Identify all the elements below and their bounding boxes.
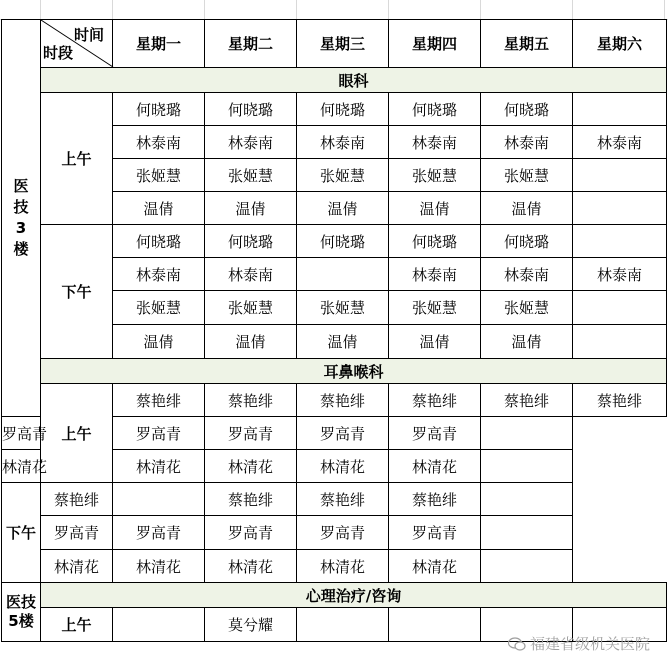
schedule-cell-ent-pm-sat	[481, 483, 573, 516]
schedule-cell-eye-pm-wed: 温倩	[297, 325, 389, 359]
schedule-cell-ent-pm-fri: 林清花	[389, 550, 481, 583]
schedule-cell-ent-am-fri: 林清花	[389, 450, 481, 483]
schedule-cell-ent-pm-mon: 林清花	[41, 550, 113, 583]
day-header-thu: 星期四	[389, 20, 481, 68]
dept-psych-header: 心理治疗/咨询	[41, 583, 667, 608]
schedule-cell-ent-am-fri: 罗高青	[389, 417, 481, 450]
schedule-cell-ent-pm-mon: 罗高青	[41, 516, 113, 550]
schedule-cell-psych-am-tue: 莫兮耀	[205, 608, 297, 642]
schedule-cell-eye-am-mon: 温倩	[113, 192, 205, 225]
schedule-cell-eye-am-sat	[573, 159, 667, 192]
day-header-fri: 星期五	[481, 20, 573, 68]
period-ent-pm: 下午	[2, 483, 41, 583]
schedule-cell-ent-am-fri: 蔡艳绯	[481, 384, 573, 417]
schedule-cell-ent-am-thu: 蔡艳绯	[389, 384, 481, 417]
schedule-cell-eye-pm-tue: 温倩	[205, 325, 297, 359]
schedule-cell-eye-am-fri: 林泰南	[481, 126, 573, 159]
schedule-cell-eye-am-wed: 林泰南	[297, 126, 389, 159]
schedule-cell-eye-pm-fri: 林泰南	[481, 258, 573, 291]
period-eye-am: 上午	[41, 93, 113, 225]
schedule-cell-psych-am-wed	[297, 608, 389, 642]
watermark	[508, 633, 650, 654]
schedule-cell-ent-pm-sat	[481, 550, 573, 583]
schedule-cell-eye-pm-mon: 林泰南	[113, 258, 205, 291]
schedule-cell-eye-am-sat	[573, 192, 667, 225]
schedule-cell-eye-am-sat	[573, 93, 667, 126]
period-ent-am: 上午	[41, 384, 113, 483]
header-corner-cell	[41, 20, 113, 68]
schedule-cell-ent-pm-thu: 罗高青	[297, 516, 389, 550]
watermark-text: 福建省级机关医院	[529, 635, 650, 653]
schedule-cell-ent-pm-thu: 林清花	[297, 550, 389, 583]
schedule-cell-eye-pm-sat	[573, 325, 667, 359]
day-header-wed: 星期三	[297, 20, 389, 68]
spreadsheet-grid-strip	[0, 0, 668, 20]
schedule-cell-ent-am-wed: 罗高青	[205, 417, 297, 450]
schedule-cell-eye-pm-sat: 林泰南	[573, 258, 667, 291]
schedule-cell-eye-pm-fri: 温倩	[481, 325, 573, 359]
location-building5: 医技5楼	[2, 583, 41, 642]
dept-ent-header: 耳鼻喉科	[41, 359, 667, 384]
schedule-cell-eye-am-fri: 温倩	[481, 192, 573, 225]
schedule-cell-eye-pm-fri: 张姬慧	[481, 291, 573, 325]
schedule-cell-ent-am-sat: 蔡艳绯	[573, 384, 667, 417]
corner-period-label: 时段	[43, 44, 74, 62]
day-header-tue: 星期二	[205, 20, 297, 68]
schedule-cell-eye-am-thu: 张姬慧	[389, 159, 481, 192]
schedule-cell-eye-pm-mon: 何晓璐	[113, 225, 205, 258]
schedule-cell-ent-am-mon: 罗高青	[2, 417, 41, 450]
period-psych-am: 上午	[41, 608, 113, 642]
schedule-cell-eye-pm-thu: 何晓璐	[389, 225, 481, 258]
schedule-cell-ent-am-sat	[481, 450, 573, 483]
schedule-cell-eye-pm-mon: 温倩	[113, 325, 205, 359]
schedule-cell-eye-pm-thu: 张姬慧	[389, 291, 481, 325]
day-header-sat: 星期六	[573, 20, 667, 68]
schedule-cell-eye-pm-wed	[297, 258, 389, 291]
schedule-cell-eye-am-mon: 何晓璐	[113, 93, 205, 126]
schedule-cell-eye-am-thu: 何晓璐	[389, 93, 481, 126]
day-header-mon: 星期一	[113, 20, 205, 68]
schedule-cell-eye-pm-tue: 何晓璐	[205, 225, 297, 258]
schedule-cell-eye-pm-wed: 张姬慧	[297, 291, 389, 325]
schedule-cell-eye-am-fri: 何晓璐	[481, 93, 573, 126]
schedule-cell-eye-am-fri: 张姬慧	[481, 159, 573, 192]
schedule-cell-ent-pm-tue: 罗高青	[113, 516, 205, 550]
schedule-cell-eye-am-mon: 林泰南	[113, 126, 205, 159]
schedule-cell-eye-pm-thu: 林泰南	[389, 258, 481, 291]
schedule-cell-eye-pm-mon: 张姬慧	[113, 291, 205, 325]
schedule-cell-ent-am-wed: 林清花	[205, 450, 297, 483]
schedule-cell-ent-am-mon: 林清花	[2, 450, 41, 483]
schedule-cell-eye-pm-wed: 何晓璐	[297, 225, 389, 258]
schedule-cell-eye-am-wed: 张姬慧	[297, 159, 389, 192]
dept-eye-header: 眼科	[41, 68, 667, 93]
schedule-cell-ent-pm-wed: 蔡艳绯	[205, 483, 297, 516]
schedule-cell-eye-am-tue: 林泰南	[205, 126, 297, 159]
schedule-cell-eye-am-tue: 何晓璐	[205, 93, 297, 126]
schedule-cell-ent-am-mon: 蔡艳绯	[113, 384, 205, 417]
schedule-cell-ent-am-thu: 罗高青	[297, 417, 389, 450]
schedule-cell-ent-am-wed: 蔡艳绯	[297, 384, 389, 417]
schedule-cell-ent-am-thu: 林清花	[297, 450, 389, 483]
schedule-cell-eye-am-mon: 张姬慧	[113, 159, 205, 192]
schedule-cell-eye-am-wed: 温倩	[297, 192, 389, 225]
schedule-cell-ent-am-tue: 蔡艳绯	[205, 384, 297, 417]
schedule-cell-eye-am-thu: 林泰南	[389, 126, 481, 159]
corner-time-label: 时间	[73, 26, 104, 44]
schedule-cell-eye-pm-tue: 林泰南	[205, 258, 297, 291]
schedule-cell-ent-pm-wed: 林清花	[205, 550, 297, 583]
schedule-table	[1, 19, 667, 642]
schedule-cell-eye-am-tue: 张姬慧	[205, 159, 297, 192]
schedule-cell-ent-pm-tue	[113, 483, 205, 516]
wechat-icon	[508, 637, 526, 651]
schedule-cell-ent-pm-tue: 林清花	[113, 550, 205, 583]
schedule-cell-eye-pm-fri: 何晓璐	[481, 225, 573, 258]
schedule-cell-ent-pm-mon: 蔡艳绯	[41, 483, 113, 516]
period-eye-pm: 下午	[41, 225, 113, 359]
schedule-cell-ent-pm-fri: 罗高青	[389, 516, 481, 550]
schedule-cell-eye-am-sat: 林泰南	[573, 126, 667, 159]
schedule-cell-ent-am-sat	[481, 417, 573, 450]
schedule-cell-eye-am-wed: 何晓璐	[297, 93, 389, 126]
schedule-cell-ent-pm-fri: 蔡艳绯	[389, 483, 481, 516]
schedule-cell-eye-pm-sat	[573, 225, 667, 258]
schedule-cell-psych-am-thu	[389, 608, 481, 642]
schedule-cell-eye-pm-thu: 温倩	[389, 325, 481, 359]
schedule-cell-ent-pm-thu: 蔡艳绯	[297, 483, 389, 516]
schedule-cell-eye-am-tue: 温倩	[205, 192, 297, 225]
schedule-cell-eye-pm-sat	[573, 291, 667, 325]
schedule-cell-ent-am-tue: 林清花	[113, 450, 205, 483]
schedule-cell-psych-am-mon	[113, 608, 205, 642]
schedule-cell-eye-am-thu: 温倩	[389, 192, 481, 225]
schedule-cell-ent-pm-sat	[481, 516, 573, 550]
schedule-cell-ent-am-tue: 罗高青	[113, 417, 205, 450]
schedule-cell-eye-pm-tue: 张姬慧	[205, 291, 297, 325]
schedule-cell-ent-pm-wed: 罗高青	[205, 516, 297, 550]
location-building3: 医技3楼	[2, 20, 41, 417]
